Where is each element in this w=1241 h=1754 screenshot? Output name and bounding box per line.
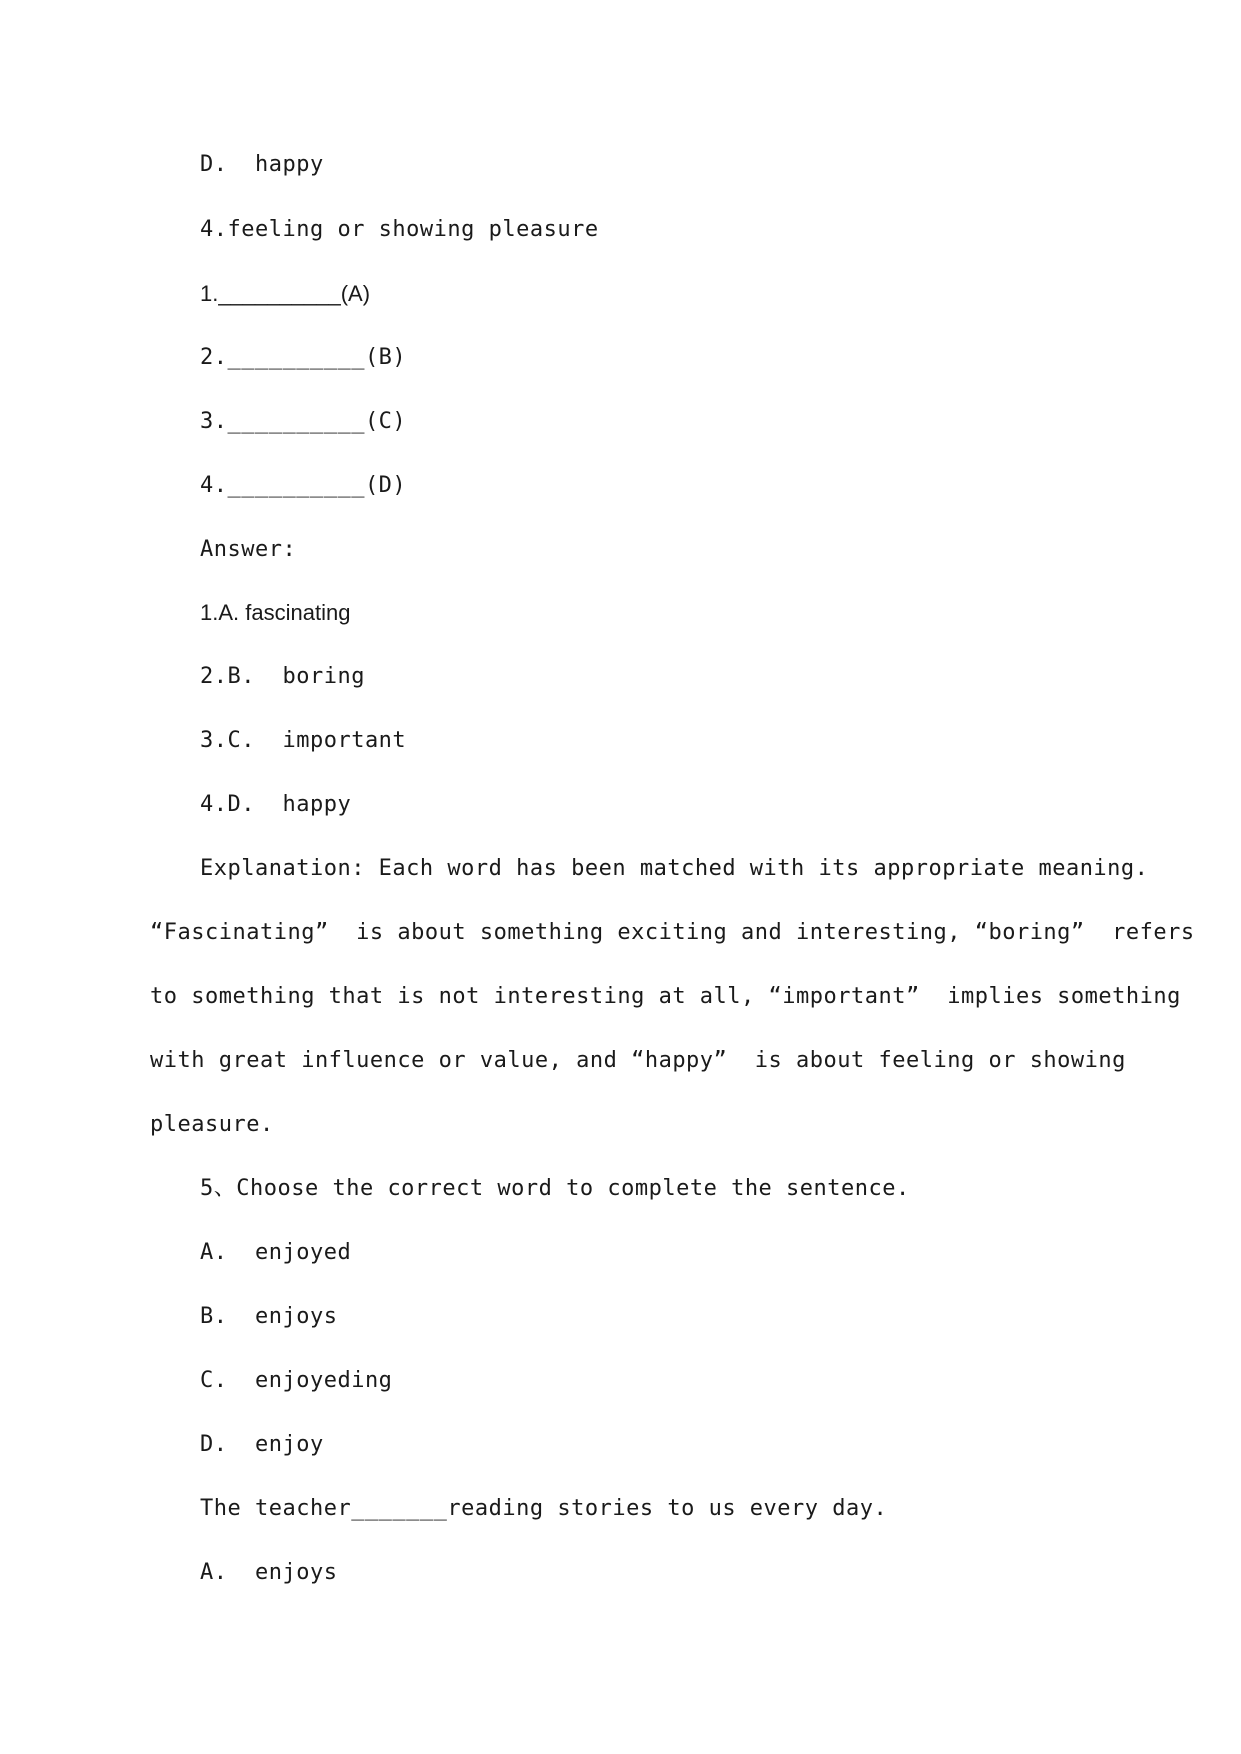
question-5-option-d: D. enjoy [200,1432,324,1457]
answer-1: 1.A. fascinating [200,600,351,625]
blank-line-2: 2.__________(B) [200,345,407,370]
blank-line-3: 3.__________(C) [200,409,407,434]
blank-line-1: 1.__________(A) [200,281,371,306]
question-5-answer-option: A. enjoys [200,1560,338,1585]
answer-heading: Answer: [200,537,297,562]
question-5-sentence: The teacher_______reading stories to us every day. [200,1496,888,1521]
question-5-option-a: A. enjoyed [200,1240,352,1265]
blank-line-4: 4.__________(D) [200,473,407,498]
explanation-row-2: “Fascinating” is about something exciting and interesting, “boring” refers [150,920,1195,945]
explanation-row-3: to something that is not interesting at all, “important” implies something [150,984,1181,1009]
answer-3: 3.C. important [200,728,407,753]
explanation-row-1: Explanation: Each word has been matched with its appropriate meaning. [200,856,1149,881]
answer-4: 4.D. happy [200,792,352,817]
explanation-row-4: with great influence or value, and “happy” is about feeling or showing [150,1048,1126,1073]
question-5-option-b: B. enjoys [200,1304,338,1329]
definition-4: 4.feeling or showing pleasure [200,217,599,242]
explanation-row-5: pleasure. [150,1112,274,1137]
question-5-option-c: C. enjoyeding [200,1368,393,1393]
answer-2: 2.B. boring [200,664,365,689]
option-d-happy: D. happy [200,152,324,177]
question-5-prompt: 5、Choose the correct word to complete the sentence. [200,1176,910,1201]
